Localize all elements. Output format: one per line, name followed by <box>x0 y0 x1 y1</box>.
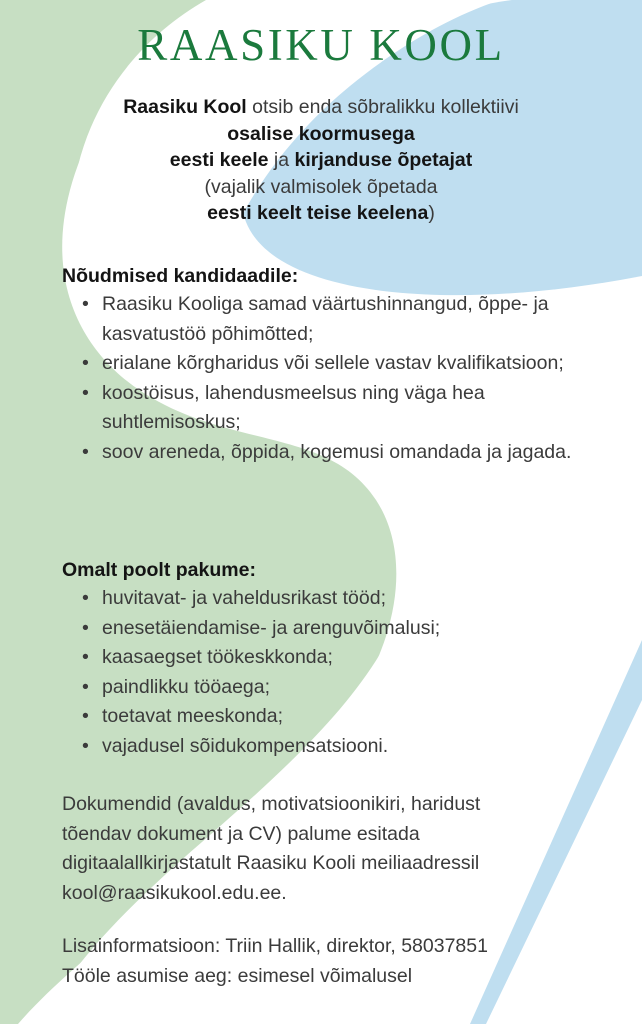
intro-paragraph <box>0 94 642 227</box>
intro-school-name: Raasiku Kool <box>123 96 247 118</box>
intro-note-bold: eesti keelt teise keelena <box>207 202 429 224</box>
additional-info-section <box>0 932 642 991</box>
documents-line-2: tõendav dokument ja CV) palume esitada <box>62 822 420 845</box>
intro-note-close: ) <box>428 202 435 224</box>
list-item: • huvitavat- ja vaheldusrikast tööd; <box>82 584 602 614</box>
intro-subject-b: kirjanduse õpetajat <box>294 149 473 171</box>
page-title: RAASIKU KOOL <box>137 20 505 70</box>
intro-conjunction: ja <box>268 149 295 171</box>
intro-subject-a: eesti keele <box>169 149 269 171</box>
list-item: • toetavat meeskonda; <box>82 702 602 732</box>
intro-line-3 <box>0 147 642 174</box>
documents-paragraph <box>0 790 642 908</box>
requirements-heading: Nõudmised kandidaadile: <box>62 265 299 287</box>
requirements-list <box>0 290 642 467</box>
intro-line-1 <box>0 94 642 121</box>
list-item: • kaasaegset töökeskkonda; <box>82 643 602 673</box>
offer-heading: Omalt poolt pakume: <box>62 559 256 581</box>
documents-section <box>0 790 642 908</box>
intro-line-5 <box>0 200 642 227</box>
documents-line-1: Dokumendid (avaldus, motivatsioonikiri, haridust <box>62 793 481 815</box>
requirements-section <box>0 262 642 467</box>
documents-line-3: digitaalallkirjastatult Raasiku Kooli meiliaadressil <box>62 852 480 874</box>
list-item: • paindlikku tööaega; <box>82 673 602 703</box>
list-item: • enesetäiendamise- ja arenguvõimalusi; <box>82 614 602 644</box>
list-item: • Raasiku Kooliga samad väärtushinnangud, õppe- ja kasvatustöö põhimõtted; <box>82 290 602 349</box>
intro-workload: osalise koormusega <box>227 122 415 145</box>
additional-info-paragraph <box>0 932 642 991</box>
list-item: • soov areneda, õppida, kogemusi omandada ja jagada. <box>82 438 602 468</box>
list-item: • vajadusel sõidukompensatsiooni. <box>82 732 602 762</box>
intro-line-1-rest: otsib enda sõbralikku kollektiivi <box>246 96 519 118</box>
offer-list <box>0 584 642 761</box>
contact-person-line: Lisainformatsioon: Triin Hallik, direktor, 58037851 <box>62 935 488 957</box>
start-date-line: Tööle asumise aeg: esimesel võimalusel <box>62 964 413 987</box>
intro-line-4 <box>0 174 642 201</box>
intro-note-open: (vajalik valmisolek õpetada <box>204 175 438 198</box>
list-item: • erialane kõrgharidus või sellele vastav kvalifikatsioon; <box>82 349 602 379</box>
offer-section <box>0 556 642 761</box>
intro-line-2 <box>0 121 642 148</box>
list-item: • koostöisus, lahendusmeelsus ning väga hea suhtlemisoskus; <box>82 379 602 438</box>
contact-email: kool@raasikukool.edu.ee. <box>62 881 287 904</box>
